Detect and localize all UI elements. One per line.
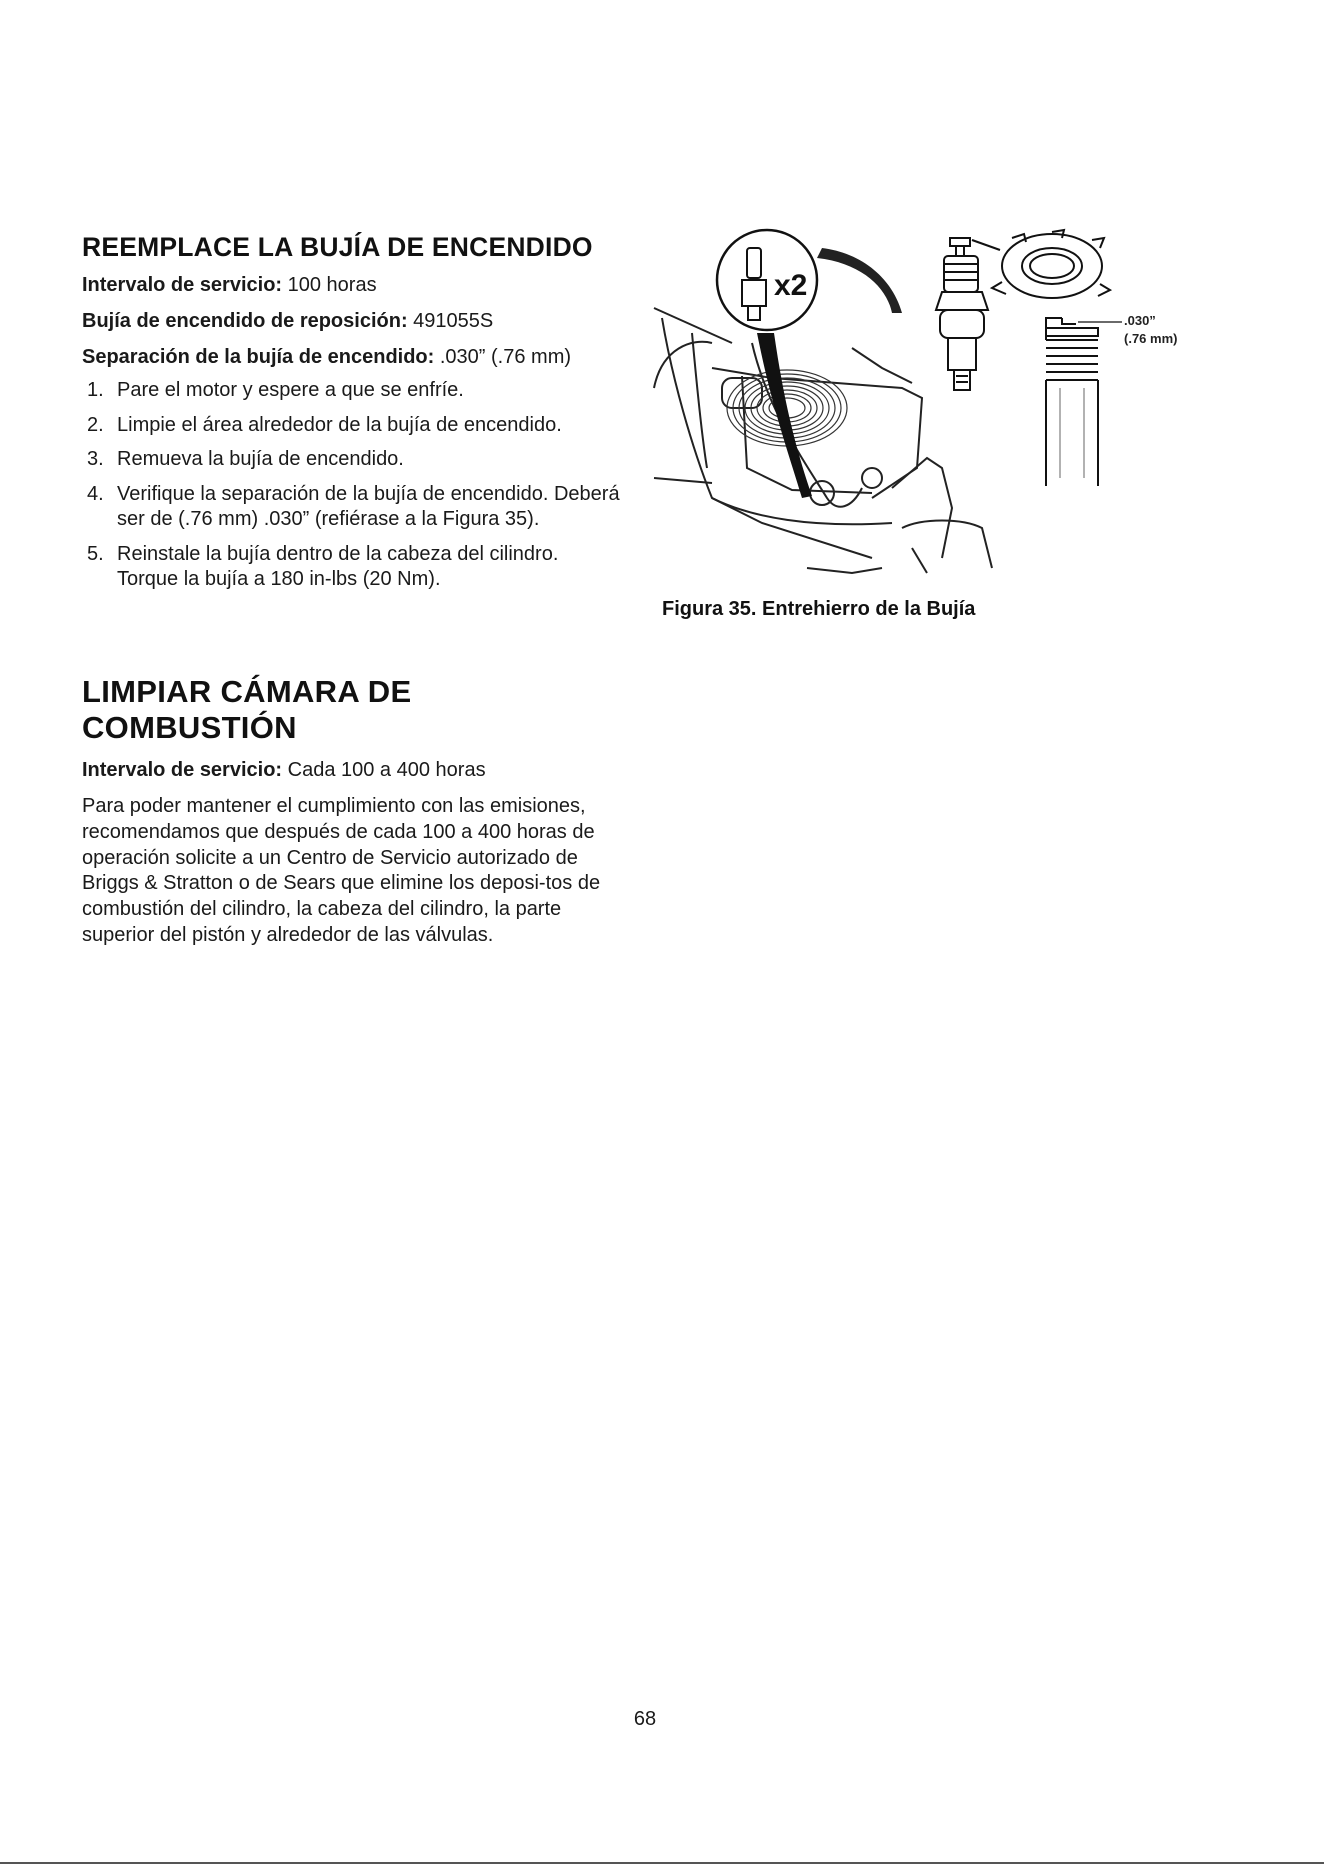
spark-plug-heading: REEMPLACE LA BUJÍA DE ENCENDIDO <box>82 232 593 262</box>
step-text: Pare el motor y espere a que se enfríe. <box>117 379 464 401</box>
list-item <box>82 482 622 533</box>
combustion-interval-value: Cada 100 a 400 horas <box>282 759 486 781</box>
step-text: Verifique la separación de la bujía de encendido. Deberá ser de (.76 mm) .030” (refiérase a la Figura 35). <box>117 482 620 530</box>
spark-plug-section <box>82 232 622 602</box>
service-interval-value: 100 horas <box>282 274 377 296</box>
spark-plug-gap-figure <box>652 228 1212 598</box>
x2-label: x2 <box>774 269 808 302</box>
list-item <box>82 378 622 404</box>
replacement-plug-line <box>82 307 622 335</box>
step-text: Limpie el área alrededor de la bujía de encendido. <box>117 413 562 436</box>
combustion-heading: LIMPIAR CÁMARA DE COMBUSTIÓN <box>82 674 412 745</box>
step-number: 4. <box>87 482 104 505</box>
spark-plug-illustration <box>652 228 1212 598</box>
page-number: 68 <box>633 1708 657 1730</box>
figure-caption: Figura 35. Entrehierro de la Bujía <box>662 598 976 620</box>
plug-gap-line <box>82 343 622 371</box>
combustion-paragraph: Para poder mantener el cumplimiento con las emisiones, recomendamos que después de cada 100 a 400 horas de operación solicite a un Centro de Servicio autorizado de Briggs & Stratton o de Sears que elimine los deposi-tos de combustión del cilindro, la cabeza del cilindro, la parte superior del pistón y alrededor de las válvulas. <box>82 795 601 946</box>
replacement-plug-label: Bujía de encendido de reposición: <box>82 310 408 332</box>
bottom-rule <box>0 1862 1324 1864</box>
service-interval-label: Intervalo de servicio: <box>82 274 283 296</box>
list-item <box>82 542 622 593</box>
combustion-interval-label: Intervalo de servicio: <box>82 759 283 781</box>
list-item <box>82 447 622 473</box>
step-text: Reinstale la bujía dentro de la cabeza del cilindro. Torque la bujía a 180 in-lbs (20 Nm). <box>117 542 559 590</box>
step-number: 3. <box>87 448 104 470</box>
step-number: 5. <box>87 542 104 565</box>
step-text: Remueva la bujía de encendido. <box>117 448 404 470</box>
combustion-interval-line <box>82 756 627 784</box>
step-number: 2. <box>87 413 104 436</box>
plug-gap-value: .030” (.76 mm) <box>434 346 572 368</box>
gap-mm-label: (.76 mm) <box>1124 331 1178 346</box>
gap-inches-label: .030” <box>1124 313 1156 328</box>
step-number: 1. <box>87 379 104 401</box>
list-item <box>82 413 622 439</box>
service-interval-line <box>82 271 622 299</box>
combustion-section <box>82 674 627 949</box>
replacement-plug-value: 491055S <box>407 310 494 332</box>
plug-gap-label: Separación de la bujía de encendido: <box>82 346 435 368</box>
spark-plug-steps <box>82 378 622 593</box>
